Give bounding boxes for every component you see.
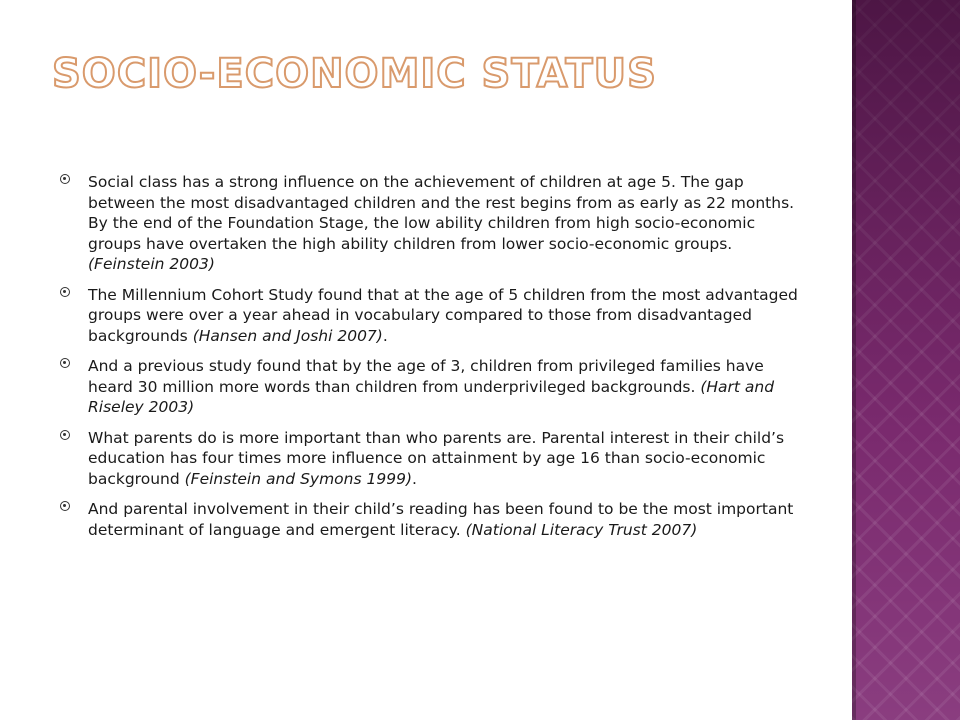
citation: (Hart and Riseley 2003)	[88, 377, 775, 416]
citation: (Feinstein 2003)	[88, 255, 215, 273]
bullet-item	[60, 285, 806, 347]
slide-title: SOCIO-ECONOMIC STATUS	[52, 51, 657, 97]
bullet-item	[60, 356, 806, 418]
bullet-list	[60, 172, 806, 550]
circle-bullet-icon	[60, 174, 70, 184]
bullet-text: And a previous study found that by the age of 3, children from privileged families have heard 30 million more words than children from underprivileged backgrounds.	[88, 357, 764, 396]
circle-bullet-icon	[60, 287, 70, 297]
bullet-item	[60, 499, 806, 540]
citation: (National Literacy Trust 2007)	[465, 520, 698, 539]
circle-bullet-icon	[60, 501, 70, 511]
sidebar-edge	[852, 0, 856, 720]
citation: (Feinstein and Symons 1999)	[184, 469, 412, 488]
bullet-trail: .	[382, 326, 388, 345]
decorative-sidebar	[852, 0, 960, 720]
circle-bullet-icon	[60, 430, 70, 440]
bullet-text: Social class has a strong influence on the achievement of children at age 5. The gap between the most disadvantaged children and the rest begins from as early as 22 months. By the end of the Foundation Stage, the low ability children from high socio-economic groups have overtaken the high ability children from lower socio-economic groups.	[88, 173, 795, 253]
bullet-text: The Millennium Cohort Study found that at the age of 5 children from the most advantaged groups were over a year ahead in vocabulary compared to those from disadvantaged backgrounds	[88, 285, 798, 345]
bullet-item	[60, 428, 806, 490]
citation: (Hansen and Joshi 2007)	[192, 326, 383, 345]
bullet-trail: .	[412, 469, 417, 488]
bullet-text: And parental involvement in their child’s reading has been found to be the most important determinant of language and emergent literacy.	[88, 500, 794, 539]
bullet-item	[60, 172, 806, 275]
circle-bullet-icon	[60, 358, 70, 368]
bullet-text: What parents do is more important than who parents are. Parental interest in their child’s education has four times more influence on attainment by age 16 than socio-economic background	[88, 428, 785, 488]
